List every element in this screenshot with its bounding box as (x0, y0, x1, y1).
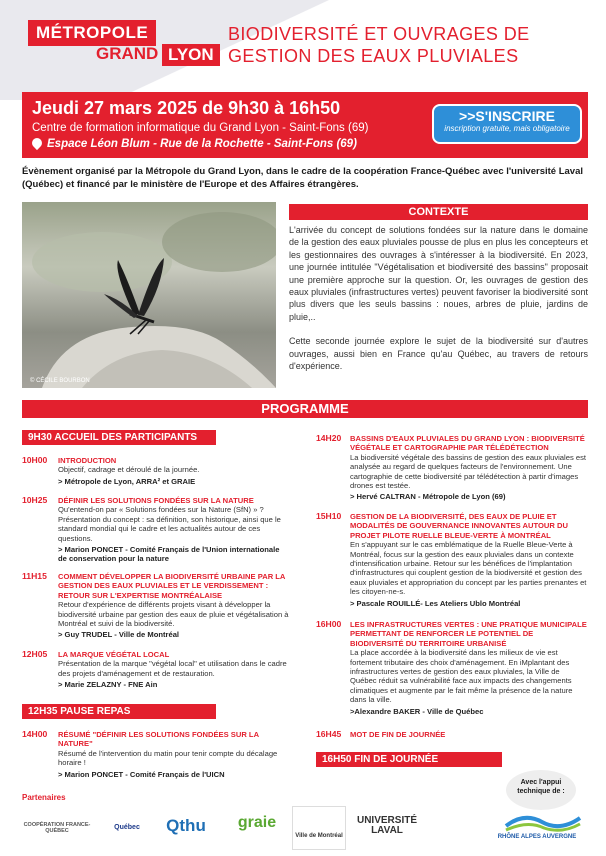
item-title: MOT DE FIN DE JOURNÉE (350, 730, 446, 739)
photo-credit: © CÉCILE BOURBON (30, 378, 90, 384)
logo-montreal: Ville de Montréal (292, 806, 346, 850)
location-pin-icon (30, 136, 44, 150)
context-paragraph-2: Cette seconde journée explore le sujet de la biodiversité sur d'autres ouvrages, aussi bien en France qu'au Québec, au travers de retours d'expérience. (289, 336, 588, 372)
programme-item (22, 572, 290, 640)
logo-laval: UNIVERSITÉ LAVAL (356, 815, 417, 836)
item-time: 10H25 (22, 495, 48, 505)
item-body: En s'appuyant sur le cas emblématique de la Ruelle Bleue-Verte à Montréal, focus sur la gestion des eaux pluviales dans un contexte d'intensification urbaine. Retour sur les bénéfices de l'implantation d'infrastructures qui couplent gestion de la biodiversité et gestion des eaux pluviales et appropriation du concept par les parties prenantes et les citoyen-ne-s. (350, 540, 587, 597)
item-time: 16H45 (316, 729, 342, 739)
arra-wave-icon (504, 810, 582, 832)
partners-label: Partenaires (22, 793, 66, 802)
logo-othu: Qthu (166, 816, 206, 835)
programme-item (22, 730, 290, 779)
appui-badge: Avec l'appui technique de : (506, 770, 576, 810)
item-time: 11H15 (22, 571, 47, 581)
dragonfly-illustration (22, 202, 276, 388)
item-speaker: > Guy TRUDEL - Ville de Montréal (58, 630, 180, 640)
item-speaker: > Hervé CALTRAN - Métropole de Lyon (69) (350, 492, 506, 502)
programme-heading: PROGRAMME (22, 400, 588, 418)
item-body: Retour d'expérience de différents projets visant à développer la biodiversité urbaine par gestion des eaux de pluie et végétalisation à Montréal et suivi de la biodiversité. (58, 600, 289, 629)
event-date: Jeudi 27 mars 2025 de 9h30 à 16h50 (32, 98, 341, 118)
programme-item (22, 496, 290, 564)
item-body: Résumé de l'intervention du matin pour tenir compte du décalage horaire ! (58, 748, 278, 768)
item-body: Présentation de la marque "végétal local" et utilisation dans le cadre des projets d'aménagement et de restauration. (58, 659, 287, 678)
item-time: 14H00 (22, 729, 48, 739)
item-title: RÉSUMÉ "DÉFINIR LES SOLUTIONS FONDÉES SUR LA NATURE" (58, 730, 259, 749)
programme-item (22, 650, 290, 690)
venue-line2 (32, 138, 357, 150)
partners-strip (22, 806, 588, 852)
item-body: La biodiversité végétale des bassins de gestion des eaux pluviales est analysée au regard de quelques facteurs de l'environnement. Une cartographie de cette biodiversité par télédétection à partir d'images drones est testée. (350, 452, 586, 491)
item-title: INTRODUCTION (58, 456, 117, 465)
item-time: 10H00 (22, 455, 48, 465)
context-paragraph-1: L'arrivée du concept de solutions fondées sur la nature dans le domaine de la gestion des eaux pluviales pousse de plus en plus les concepteurs et les gestionnaires des ouvrages à s'intéresser à la biodiversité. En 2023, une journée intitulée "Végétalisation et biodiversité des bassins" proposait une première approche sur la question. Or, les ouvrages de gestion des eaux pluviales (infrastructures vertes) peuvent favoriser la biodiversité sont plus divers que les seuls bassins : noues, arbres de pluie, jardins de pluie,.. (289, 225, 588, 322)
item-speaker: > Marie ZELAZNY - FNE Ain (58, 680, 158, 690)
item-title: COMMENT DÉVELOPPER LA BIODIVERSITÉ URBAINE PAR LA GESTION DES EAUX PLUVIALES ET LE VERDISSEMENT : RETOUR SUR L'EXPERTISE MONTRÉALAISE (58, 572, 286, 600)
item-speaker: > Métropole de Lyon, ARRA² et GRAIE (58, 476, 196, 486)
item-title: GESTION DE LA BIODIVERSITÉ, DES EAUX DE PLUIE ET MODALITÉS DE GOUVERNANCE INNOVANTES AUTOUR DU PROJET PILOTE RUELLE BLEUE-VERTE À MONTRÉAL (350, 512, 568, 540)
item-speaker: > Marion PONCET - Comité Français de l'UICN (58, 769, 225, 779)
item-title: LES INFRASTRUCTURES VERTES : UNE PRATIQUE MUNICIPALE PERMETTANT DE RENFORCER LE POTENTIEL DE BIODIVERSITÉ DU TERRITOIRE URBANISÉ (350, 620, 587, 648)
section-pause: 12H35 PAUSE REPAS (22, 704, 216, 719)
page-title: BIODIVERSITÉ ET OUVRAGES DE GESTION DES EAUX PLUVIALES (228, 24, 530, 66)
programme-item (316, 512, 588, 608)
item-time: 14H20 (316, 433, 342, 443)
programme-item (316, 730, 588, 739)
logo-quebec: Québec (114, 824, 140, 831)
item-speaker: >Alexandre BAKER - Ville de Québec (350, 706, 484, 716)
programme-item (316, 620, 588, 716)
logo-line3: LYON (162, 44, 220, 66)
signup-button[interactable] (432, 104, 582, 144)
item-time: 16H00 (316, 619, 342, 629)
section-fin: 16H50 FIN DE JOURNÉE (316, 752, 502, 767)
item-body: La place accordée à la biodiversité dans les milieux de vie est fortement tributaire des choix d'aménagement. En iMplantant des infrastructures vertes de gestion des eaux pluviales, la Ville de Québec réduit sa vulnérabilité face aux impacts des changements climatiques et augmente par le fait même la présence de la nature dans la ville. (350, 648, 573, 705)
metropole-logo (22, 14, 214, 70)
logo-line1: MÉTROPOLE (28, 20, 156, 46)
item-title: DÉFINIR LES SOLUTIONS FONDÉES SUR LA NATURE (58, 496, 254, 505)
intro-text: Évènement organisé par la Métropole du Grand Lyon, dans le cadre de la coopération France-Québec avec l'université Laval (Québec) et financé par le ministère de l'Europe et des Affaires étrangères. (22, 166, 583, 190)
logo-cooperation: COOPÉRATION FRANCE-QUÉBEC (23, 822, 91, 834)
context-heading: CONTEXTE (289, 204, 588, 220)
item-speaker: > Pascale ROUILLÉ- Les Ateliers Ublo Montréal (350, 598, 521, 608)
item-title: BASSINS D'EAUX PLUVIALES DU GRAND LYON : BIODIVERSITÉ VÉGÉTALE ET CARTOGRAPHIE PAR TÉLÉDÉTECTION (350, 434, 585, 453)
logo-arra: RHÔNE ALPES AUVERGNE (497, 834, 577, 840)
item-time: 12H05 (22, 649, 48, 659)
item-body: Qu'entend-on par « Solutions fondées sur la Nature (SfN) » ? Présentation du concept : sa définition, son historique, ainsi que le standard mondial qui le cadre et les actualités autour de ces questions. (58, 505, 281, 543)
signup-note: inscription gratuite, mais obligatoire (444, 124, 570, 133)
venue-line1: Centre de formation informatique du Grand Lyon - Saint-Fons (69) (32, 122, 369, 134)
event-banner (22, 92, 588, 158)
dragonfly-photo (22, 202, 276, 388)
venue-line2-text: Espace Léon Blum - Rue de la Rochette - Saint-Fons (69) (47, 138, 357, 150)
item-time: 15H10 (316, 511, 342, 521)
logo-graie: graie (237, 814, 277, 831)
programme-item (22, 456, 290, 486)
section-accueil: 9H30 ACCUEIL DES PARTICIPANTS (22, 430, 216, 445)
programme-item (316, 434, 588, 502)
logo-line2: GRAND (96, 44, 159, 63)
item-title: LA MARQUE VÉGÉTAL LOCAL (58, 650, 170, 659)
signup-label: >>S'INSCRIRE (459, 108, 555, 124)
item-speaker: > Marion PONCET - Comité Français de l'Union internationale de conservation pour la nature (58, 545, 280, 564)
item-body: Objectif, cadrage et déroulé de la journée. (58, 465, 200, 475)
context-text (289, 224, 588, 372)
